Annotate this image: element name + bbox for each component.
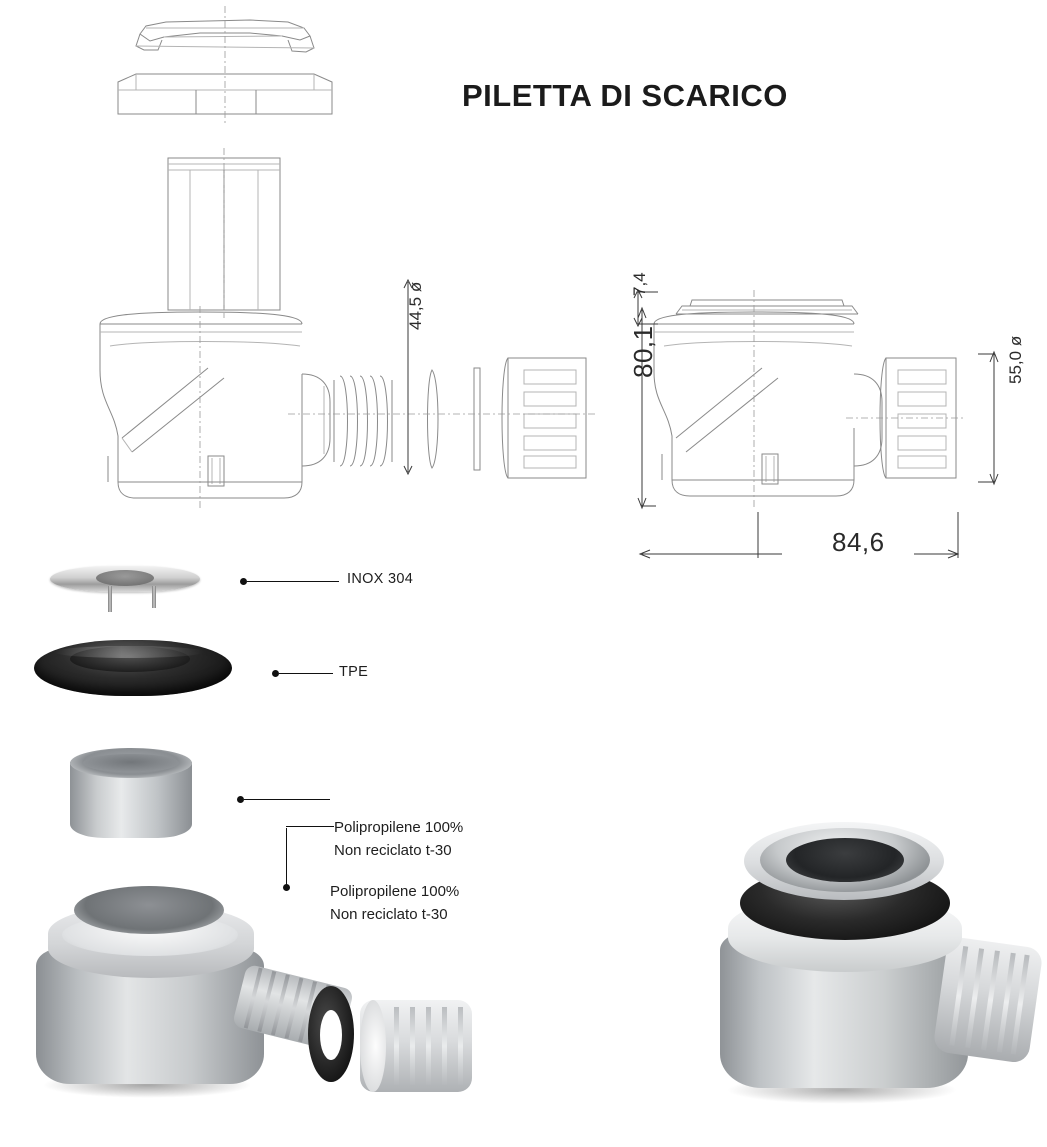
nut-rib (426, 1007, 431, 1085)
grate-stem-right (152, 586, 156, 608)
material-label-tpe: TPE (339, 664, 369, 680)
nut-rib (394, 1007, 399, 1085)
assembly-drain-opening (786, 838, 904, 882)
trap-body-3d (22, 880, 352, 1130)
trap-body-assembled-section (636, 288, 966, 518)
nut-rib (410, 1007, 415, 1085)
dimension-80-1: 80,1 (628, 325, 658, 378)
nut-rib (949, 946, 968, 1046)
nut-rib (965, 948, 984, 1048)
trap-body-exploded-section (88, 306, 608, 516)
dimension-84-6: 84,6 (832, 527, 885, 557)
material-label-sleeve-line1: Polipropilene 100% (334, 819, 464, 836)
assembled-drain-3d (700, 810, 1030, 1120)
material-label-body-line2: Non reciclato t-30 (330, 906, 448, 923)
nut-rib (1011, 955, 1030, 1055)
leader-line-sleeve (244, 799, 330, 800)
dimension-diameter-44-5: 44,5 ø (406, 281, 425, 330)
tpe-gasket-3d (34, 640, 232, 696)
nut-rib (981, 950, 1000, 1050)
nut-rib (458, 1007, 463, 1085)
leader-line-body-diagonal (286, 826, 334, 827)
grate-stem-left (108, 586, 112, 612)
material-label-inox: INOX 304 (347, 571, 414, 587)
riser-cylinder-view (160, 148, 290, 318)
dimension-7-4: 7,4 (630, 272, 649, 296)
gasket-highlight (54, 646, 204, 658)
riser-sleeve-3d (70, 748, 192, 842)
grate-center-hole (96, 570, 154, 586)
dimension-84-6-line (636, 512, 966, 562)
union-nut-face (360, 1000, 386, 1092)
leader-dot-sleeve (237, 796, 244, 803)
page-title: PILETTA DI SCARICO (462, 78, 788, 113)
leader-dot-tpe (272, 670, 279, 677)
sleeve-bore (83, 754, 179, 772)
leader-line-inox (247, 581, 339, 582)
material-label-sleeve-line2: Non reciclato t-30 (334, 842, 452, 859)
material-label-body-line1: Polipropilene 100% (330, 883, 460, 900)
nut-rib (442, 1007, 447, 1085)
o-ring-bore (320, 1010, 342, 1060)
leader-line-tpe (279, 673, 333, 674)
dimension-diameter-55: 55,0 ø (1006, 335, 1025, 384)
leader-dot-inox (240, 578, 247, 585)
assembly-union-nut (932, 936, 1043, 1064)
leader-line-body-vertical (286, 828, 287, 886)
body-top-bore (74, 886, 224, 934)
cover-section-view (100, 6, 350, 126)
